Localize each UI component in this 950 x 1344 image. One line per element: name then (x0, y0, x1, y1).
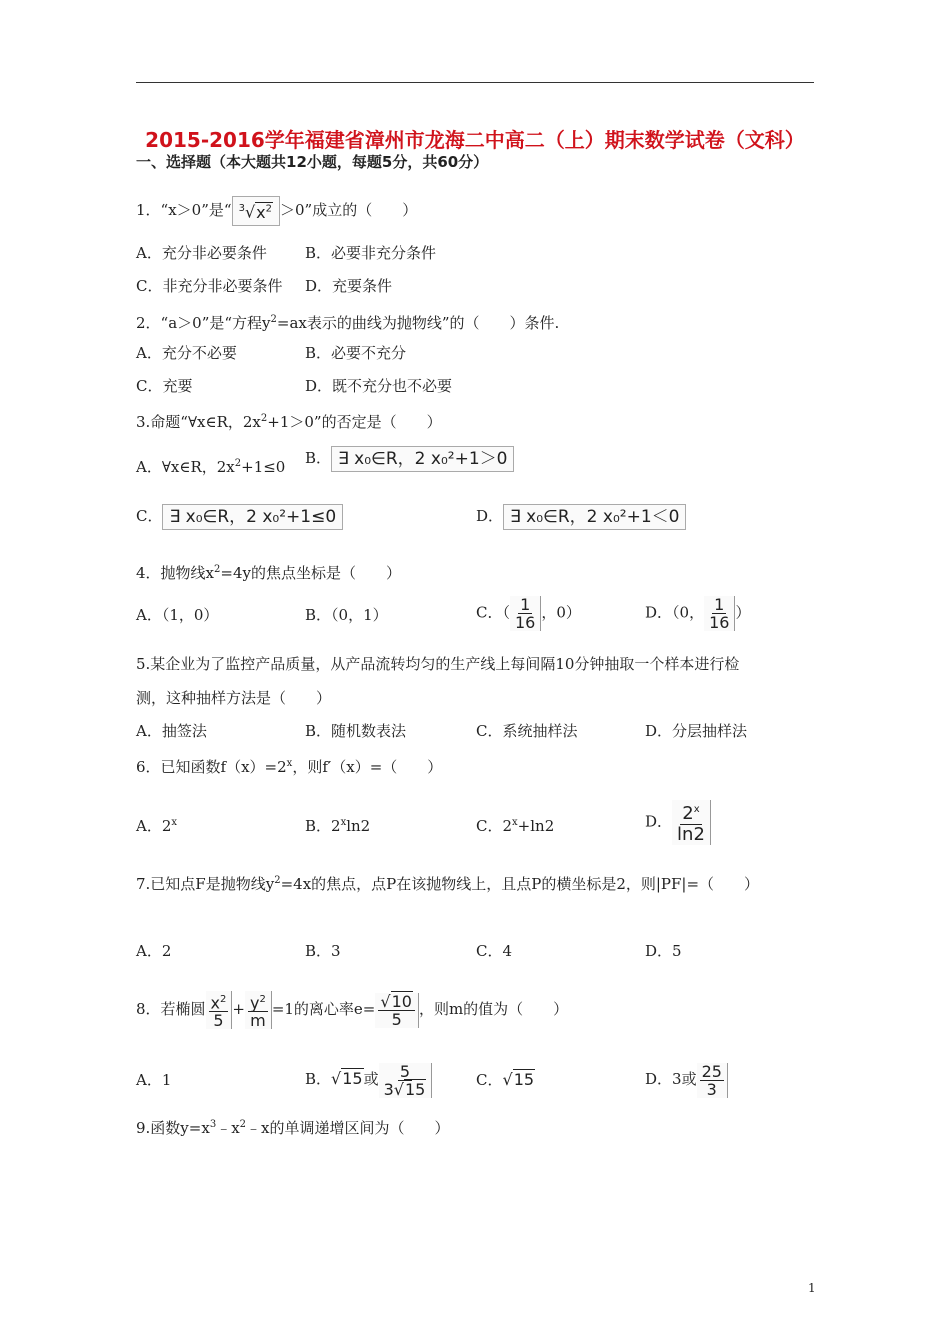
exam-title: 2015-2016学年福建省漳州市龙海二中高二（上）期末数学试卷（文科） (145, 128, 805, 152)
q4-c-fraction: $\frac{1}{16}$ (510, 596, 541, 631)
q3-d-formula: ∃ x₀∈R，2 x₀²+1＜0 (503, 504, 686, 530)
q7-option-a: A．2 (136, 942, 172, 960)
question-1: 1．“x＞0”是“ $^3√x^2 >0$”成立的（ ） (136, 196, 417, 226)
q4-d-fraction: $\frac{1}{16}$ (704, 596, 735, 631)
q3-option-d: D． ∃ x₀∈R，2 x₀²+1＜0 (476, 504, 686, 530)
question-3: 3.命题“∀x∈R，$2x^2+1>0$”的否定是（ ） (136, 413, 442, 431)
page-number: 1 (808, 1281, 816, 1295)
question-4: 4．抛物线$x^2=4y$的焦点坐标是（ ） (136, 564, 401, 582)
q1-option-a: A．充分非必要条件 (136, 244, 267, 262)
q8-option-c: C．√15 (476, 1070, 535, 1089)
header-rule (136, 82, 814, 83)
q5-option-c: C．系统抽样法 (476, 722, 578, 740)
q4-option-b: B．（0，1） (305, 606, 388, 624)
q6-option-a: A．2$^x$ (136, 817, 178, 835)
q3-b-formula: ∃ x₀∈R，2 x₀²+1＞0 (331, 446, 514, 472)
q8-option-a: A．1 (136, 1071, 172, 1089)
q5-option-a: A．抽签法 (136, 722, 207, 740)
q3-option-b: B． ∃ x₀∈R，2 x₀²+1＞0 (305, 446, 514, 472)
q6-option-b: B．2$^x$ln2 (305, 817, 371, 835)
q2-option-c: C．充要 (136, 377, 193, 395)
q3-c-formula: ∃ x₀∈R，2 x₀²+1≤0 (162, 504, 343, 530)
q6-option-c: C．$2^x+\ln 2$ (476, 817, 555, 835)
cube-root-expression: $^3√x^2$ (232, 196, 280, 226)
q8-fraction-x: $\frac{x^2}{5}$ (206, 991, 233, 1029)
q1-option-d: D．充要条件 (305, 277, 393, 295)
question-9: 9.函数$y=x^3﹣x^2﹣x$的单调递增区间为（ ） (136, 1119, 450, 1137)
question-7: 7.已知点F是抛物线$y^2=4x$的焦点，点P在该抛物线上，且点P的横坐标是2，则|PF|=（ ） (136, 875, 760, 893)
q4-option-d: D．（0， $\frac{1}{16}$ ） (645, 595, 751, 632)
q1-option-b: B．必要非充分条件 (305, 244, 437, 262)
question-8: 8．若椭圆 $\frac{x^2}{5}$ + $\frac{y^2}{m}$ =1的离心率e= $\frac{√10}{5}$ ，则m的值为（ ） (136, 991, 569, 1031)
question-2: 2．“a＞0”是“方程$y^2=ax$表示的曲线为抛物线”的（ ）条件. (136, 314, 560, 332)
q7-option-b: B．3 (305, 942, 341, 960)
q2-option-d: D．既不充分也不必要 (305, 377, 453, 395)
q6-d-fraction: $\frac{2^x}{\ln 2}$ (672, 800, 711, 845)
q5-option-b: B．随机数表法 (305, 722, 407, 740)
q4-option-c: C．（ $\frac{1}{16}$ ，0） (476, 595, 581, 632)
q2-option-a: A．充分不必要 (136, 344, 237, 362)
q8-option-b: B．√15或 $\frac{5}{3√15}$ (305, 1058, 432, 1100)
q8-fraction-y: $\frac{y^2}{m}$ (245, 991, 272, 1029)
q1-option-c: C．非充分非必要条件 (136, 277, 283, 295)
q3-option-a: A．∀x∈R，$2x^2+1\le 0$ (136, 458, 286, 476)
q8-b-fraction: $\frac{5}{3√15}$ (379, 1063, 433, 1098)
q7-option-c: C．4 (476, 942, 513, 960)
q2-option-b: B．必要不充分 (305, 344, 407, 362)
section-heading: 一、选择题（本大题共12小题，每题5分，共60分） (136, 153, 489, 171)
q8-option-d: D．3或 $\frac{25}{3}$ (645, 1058, 728, 1100)
question-5-line-2: 测，这种抽样方法是（ ） (136, 689, 332, 707)
q8-eccentricity-fraction: $\frac{√10}{5}$ (375, 993, 419, 1028)
q6-option-d: D． $\frac{2^x}{\ln 2}$ (645, 800, 711, 845)
question-5-line-1: 5.某企业为了监控产品质量，从产品流转均匀的生产线上每间隔10分钟抽取一个样本进行检 (136, 655, 740, 673)
q7-option-d: D．5 (645, 942, 682, 960)
q4-option-a: A．（1，0） (136, 606, 219, 624)
q3-option-c: C． ∃ x₀∈R，2 x₀²+1≤0 (136, 504, 343, 530)
q5-option-d: D．分层抽样法 (645, 722, 748, 740)
q8-d-fraction: $\frac{25}{3}$ (697, 1063, 728, 1098)
question-6: 6．已知函数$f(x)=2^x$，则f′（x）=（ ） (136, 758, 443, 776)
